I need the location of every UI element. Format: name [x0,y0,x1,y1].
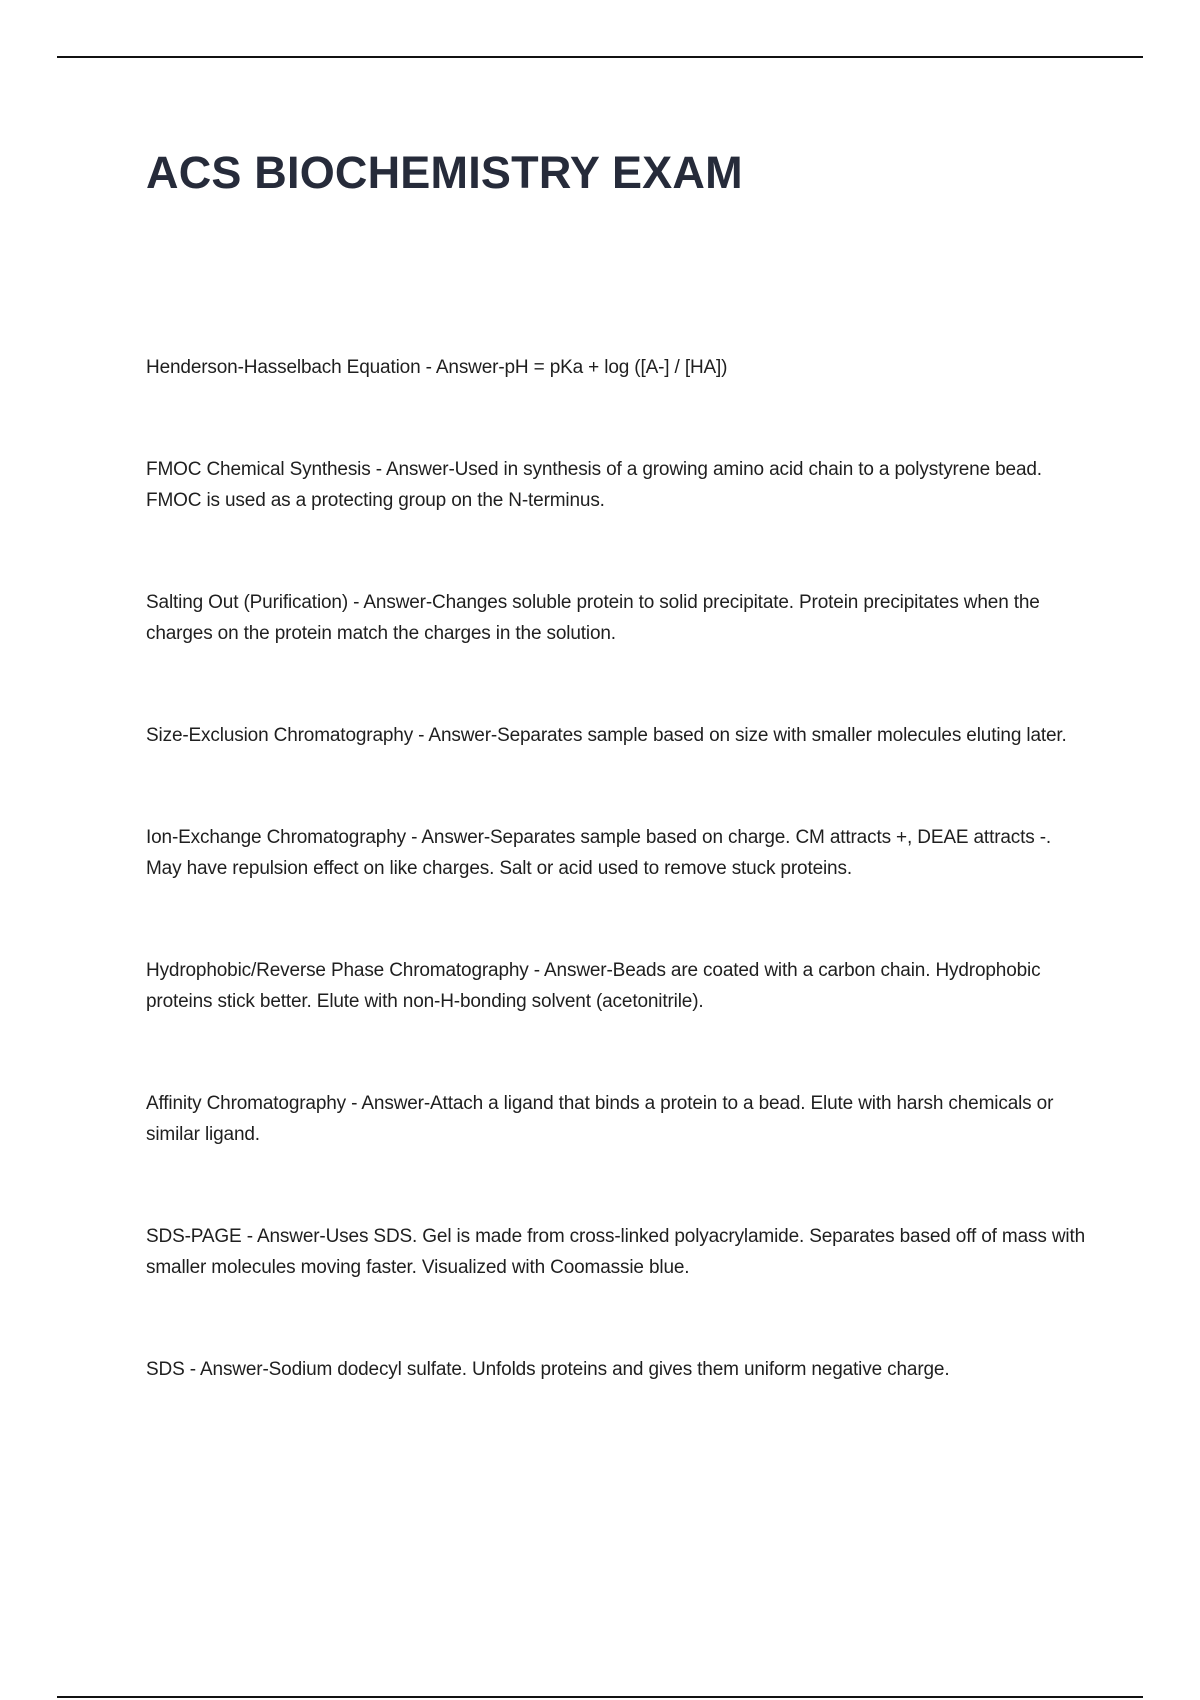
list-item: FMOC Chemical Synthesis - Answer-Used in synthesis of a growing amino acid chain to a polystyrene bead. FMOC is used as a protecting group on the N-terminus. [146,459,1042,511]
document-title: ACS BIOCHEMISTRY EXAM [146,147,743,198]
list-item: Henderson-Hasselbach Equation - Answer-pH = pKa + log ([A-] / [HA]) [146,357,728,378]
list-item: Size-Exclusion Chromatography - Answer-Separates sample based on size with smaller molecules eluting later. [146,725,1067,746]
top-divider [57,56,1143,58]
list-item: Hydrophobic/Reverse Phase Chromatography - Answer-Beads are coated with a carbon chain. Hydrophobic proteins stick better. Elute with non-H-bonding solvent (acetonitrile). [146,960,1041,1012]
list-item: SDS-PAGE - Answer-Uses SDS. Gel is made from cross-linked polyacrylamide. Separates based off of mass with smaller molecules moving faster. Visualized with Coomassie blue. [146,1226,1086,1278]
list-item: Ion-Exchange Chromatography - Answer-Separates sample based on charge. CM attracts +, DEAE attracts -. May have repulsion effect on like charges. Salt or acid used to remove stuck proteins. [146,827,1052,879]
list-item: Salting Out (Purification) - Answer-Changes soluble protein to solid precipitate. Protein precipitates when the charges on the protein match the charges in the solution. [146,592,1040,644]
bottom-divider [57,1696,1143,1698]
list-item: SDS - Answer-Sodium dodecyl sulfate. Unfolds proteins and gives them uniform negative charge. [146,1359,950,1380]
list-item: Affinity Chromatography - Answer-Attach a ligand that binds a protein to a bead. Elute with harsh chemicals or similar ligand. [146,1093,1054,1145]
flashcard-list [146,352,1086,1456]
